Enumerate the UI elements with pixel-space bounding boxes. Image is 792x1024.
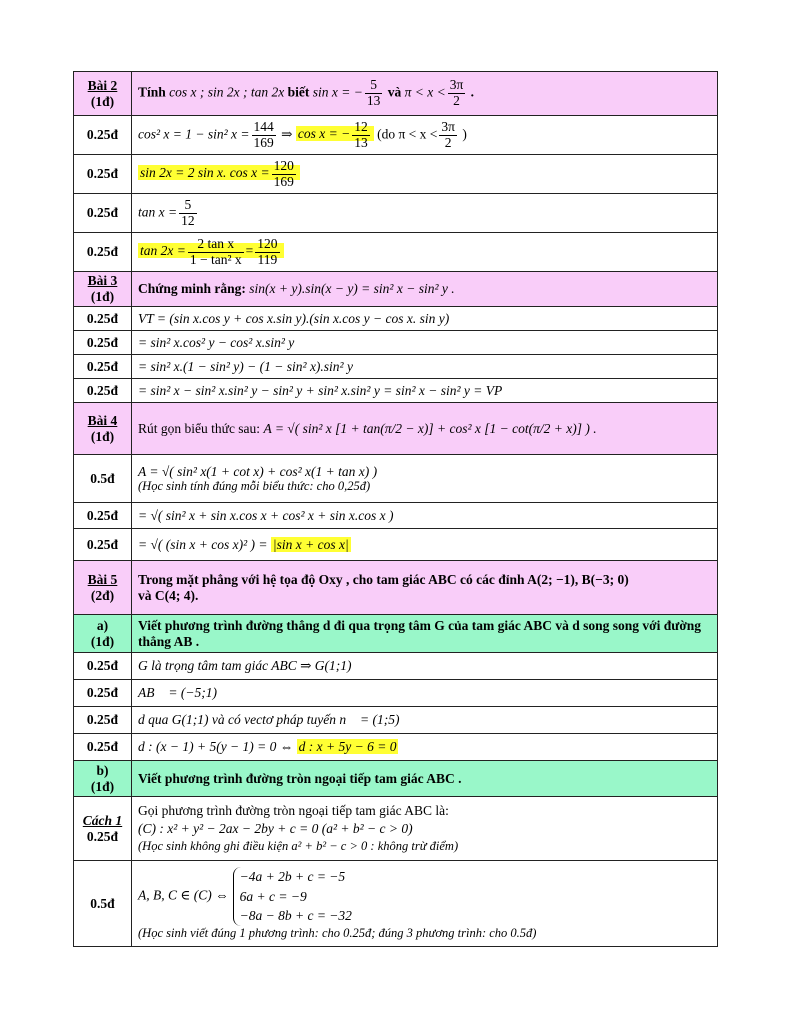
highlighted-result: tan 2x = $\frac{\text{2 tan x}}{\text{1 − tan² x}}$ = $\frac{120}{119}$ — [138, 243, 284, 258]
step-content: Gọi phương trình đường tròn ngoại tiếp tam giác ABC là: (C) : x² + y² − 2ax − 2by + c = 0 (a² + b² − c > 0) (Học sinh không ghi điều kiện a² + b² − c > 0 : không trừ điểm) — [132, 797, 718, 861]
bai3-step-row — [74, 355, 718, 379]
step-content: d qua G(1;1) và có vectơ pháp tuyến n⃗ = (1;5) — [132, 707, 718, 734]
bai4-task: Rút gọn biểu thức sau: A = √( sin² x [1 + tan(π/2 − x)] + cos² x [1 − cot(π/2 + x)] ) . — [132, 403, 718, 455]
step-content: = √( (sin x + cos x)² ) = |sin x + cos x| — [132, 529, 718, 561]
step-content: = sin² x − sin² x.sin² y − sin² y + sin² x.sin² y = sin² x − sin² y = VP — [132, 379, 718, 403]
fraction: $\frac{3\pi}{2}$ — [441, 118, 455, 150]
method-label-cell — [74, 797, 132, 861]
step-score: 0.25đ — [74, 194, 132, 233]
step-score: 0.25đ — [74, 503, 132, 529]
bai2-label-cell — [74, 72, 132, 116]
bai2-step-row — [74, 155, 718, 194]
step-score: 0.25đ — [86, 828, 119, 844]
bai5a-step-row — [74, 653, 718, 680]
step-content: d : (x − 1) + 5(y − 1) = 0 ⇔ d : x + 5y − 6 = 0 — [132, 734, 718, 761]
bai5b-step-row — [74, 861, 718, 947]
step-content: cos² x = 1 − sin² x = $\frac{144}{169}$ ⇒ cos x = − $\frac{12}{13}$ (do π < x < $\frac{3\pi}{2}$ ) — [132, 116, 718, 155]
step-score: 0.25đ — [74, 331, 132, 355]
bai4-step-row — [74, 503, 718, 529]
fraction: $\frac{5}{12}$ — [181, 196, 195, 228]
equation-system: −4a + 2b + c = −5 6a + c = −9 −8a − 8b + c = −32 — [233, 867, 352, 926]
highlighted-result: cos x = − $\frac{12}{13}$ — [296, 126, 374, 141]
step-score: 0.25đ — [74, 379, 132, 403]
bai4-step-row — [74, 529, 718, 561]
fraction: $\frac{\text{2 tan x}}{\text{1 − tan² x}}$ — [189, 235, 242, 267]
grading-note: (Học sinh tính đúng mỗi biểu thức: cho 0,25đ) — [138, 479, 371, 494]
bai3-step-row — [74, 307, 718, 331]
bai5a-task: Viết phương trình đường thẳng d đi qua trọng tâm G của tam giác ABC và d song song với đường thẳng AB . — [132, 615, 718, 653]
bai5a-step-row — [74, 707, 718, 734]
answer-key-table — [73, 71, 718, 947]
bai5b-label-cell: b) (1đ) — [74, 761, 132, 797]
step-content: A, B, C ∈ (C) ⇔ −4a + 2b + c = −5 6a + c = −9 −8a − 8b + c = −32 (Học sinh viết đúng 1 phương trình: cho 0.25đ; đúng 3 phương trình: cho 0.5đ) — [132, 861, 718, 947]
step-content: A = √( sin² x(1 + cot x) + cos² x(1 + tan x) ) (Học sinh tính đúng mỗi biểu thức: cho 0,25đ) — [132, 455, 718, 503]
bai5a-step-row — [74, 680, 718, 707]
bai5a-step-row — [74, 734, 718, 761]
bai3-label: Bài 3 — [87, 273, 118, 289]
bai2-step-row — [74, 116, 718, 155]
bai5-header-row — [74, 561, 718, 615]
step-score: 0.25đ — [74, 707, 132, 734]
step-content: = sin² x.cos² y − cos² x.sin² y — [132, 331, 718, 355]
step-score: 0.5đ — [74, 861, 132, 947]
bai3-label-cell — [74, 272, 132, 307]
bai2-step-row — [74, 233, 718, 272]
highlighted-result: |sin x + cos x| — [272, 536, 349, 552]
step-content: G là trọng tâm tam giác ABC ⇒ G(1;1) — [132, 653, 718, 680]
bai2-range-fraction: $\frac{3\pi}{2}$ — [449, 77, 464, 108]
bai5-points: (2đ) — [90, 587, 115, 603]
method-label: Cách 1 — [82, 812, 123, 828]
bai2-cond-fraction: $\frac{5}{13}$ — [366, 77, 381, 108]
bai5a-label-cell: a) (1đ) — [74, 615, 132, 653]
bai3-points: (1đ) — [90, 289, 115, 304]
step-content: tan x = $\frac{5}{12}$ — [132, 194, 718, 233]
step-content — [132, 233, 718, 272]
grading-note: (Học sinh không ghi điều kiện a² + b² − c > 0 : không trừ điểm) — [138, 839, 459, 854]
bai2-task: Tính cos x ; sin 2x ; tan 2x biết sin x = − $\frac{5}{13}$ và π < x < $\frac{3\pi}{2}$ . — [132, 72, 718, 116]
step-content: = sin² x.(1 − sin² y) − (1 − sin² x).sin² y — [132, 355, 718, 379]
step-score: 0.5đ — [74, 455, 132, 503]
bai3-task: Chứng minh rằng: sin(x + y).sin(x − y) = sin² x − sin² y . — [132, 272, 718, 307]
bai3-header-row — [74, 272, 718, 307]
bai4-points: (1đ) — [90, 428, 115, 444]
bai4-step-row — [74, 455, 718, 503]
bai2-points: (1đ) — [90, 93, 115, 109]
step-score: 0.25đ — [74, 734, 132, 761]
fraction: $\frac{120}{169}$ — [273, 157, 294, 189]
fraction: $\frac{144}{169}$ — [253, 118, 274, 150]
fraction: $\frac{120}{119}$ — [257, 235, 278, 267]
bai5a-header-row — [74, 615, 718, 653]
grading-note: (Học sinh viết đúng 1 phương trình: cho 0.25đ; đúng 3 phương trình: cho 0.5đ) — [138, 925, 537, 940]
step-content: AB⃗ = (−5;1) — [132, 680, 718, 707]
highlighted-result: d : x + 5y − 6 = 0 — [298, 739, 397, 755]
bai5b-task: Viết phương trình đường tròn ngoại tiếp tam giác ABC . — [132, 761, 718, 797]
bai4-label-cell — [74, 403, 132, 455]
bai5-label: Bài 5 — [87, 571, 118, 587]
step-content: = √( sin² x + sin x.cos x + cos² x + sin x.cos x ) — [132, 503, 718, 529]
bai4-label: Bài 4 — [87, 412, 118, 428]
bai4-header-row — [74, 403, 718, 455]
bai3-step-row — [74, 331, 718, 355]
step-score: 0.25đ — [74, 653, 132, 680]
bai5-label-cell — [74, 561, 132, 615]
step-score: 0.25đ — [74, 155, 132, 194]
fraction: $\frac{12}{13}$ — [354, 118, 368, 150]
bai2-step-row — [74, 194, 718, 233]
step-score: 0.25đ — [74, 680, 132, 707]
bai2-header-row — [74, 72, 718, 116]
step-score: 0.25đ — [74, 116, 132, 155]
bai5b-header-row — [74, 761, 718, 797]
step-content — [132, 155, 718, 194]
bai2-label: Bài 2 — [87, 77, 118, 93]
bai3-step-row — [74, 379, 718, 403]
bai5-task: Trong mặt phẳng với hệ tọa độ Oxy , cho tam giác ABC có các đỉnh A(2; −1), B(−3; 0) và C(4; 4). — [132, 561, 718, 615]
step-content: VT = (sin x.cos y + cos x.sin y).(sin x.cos y − cos x. sin y) — [132, 307, 718, 331]
bai5b-step-row — [74, 797, 718, 861]
highlighted-result: sin 2x = 2 sin x. cos x = $\frac{120}{169}$ — [138, 165, 300, 180]
step-score: 0.25đ — [74, 307, 132, 331]
step-score: 0.25đ — [74, 355, 132, 379]
step-score: 0.25đ — [74, 529, 132, 561]
step-score: 0.25đ — [74, 233, 132, 272]
